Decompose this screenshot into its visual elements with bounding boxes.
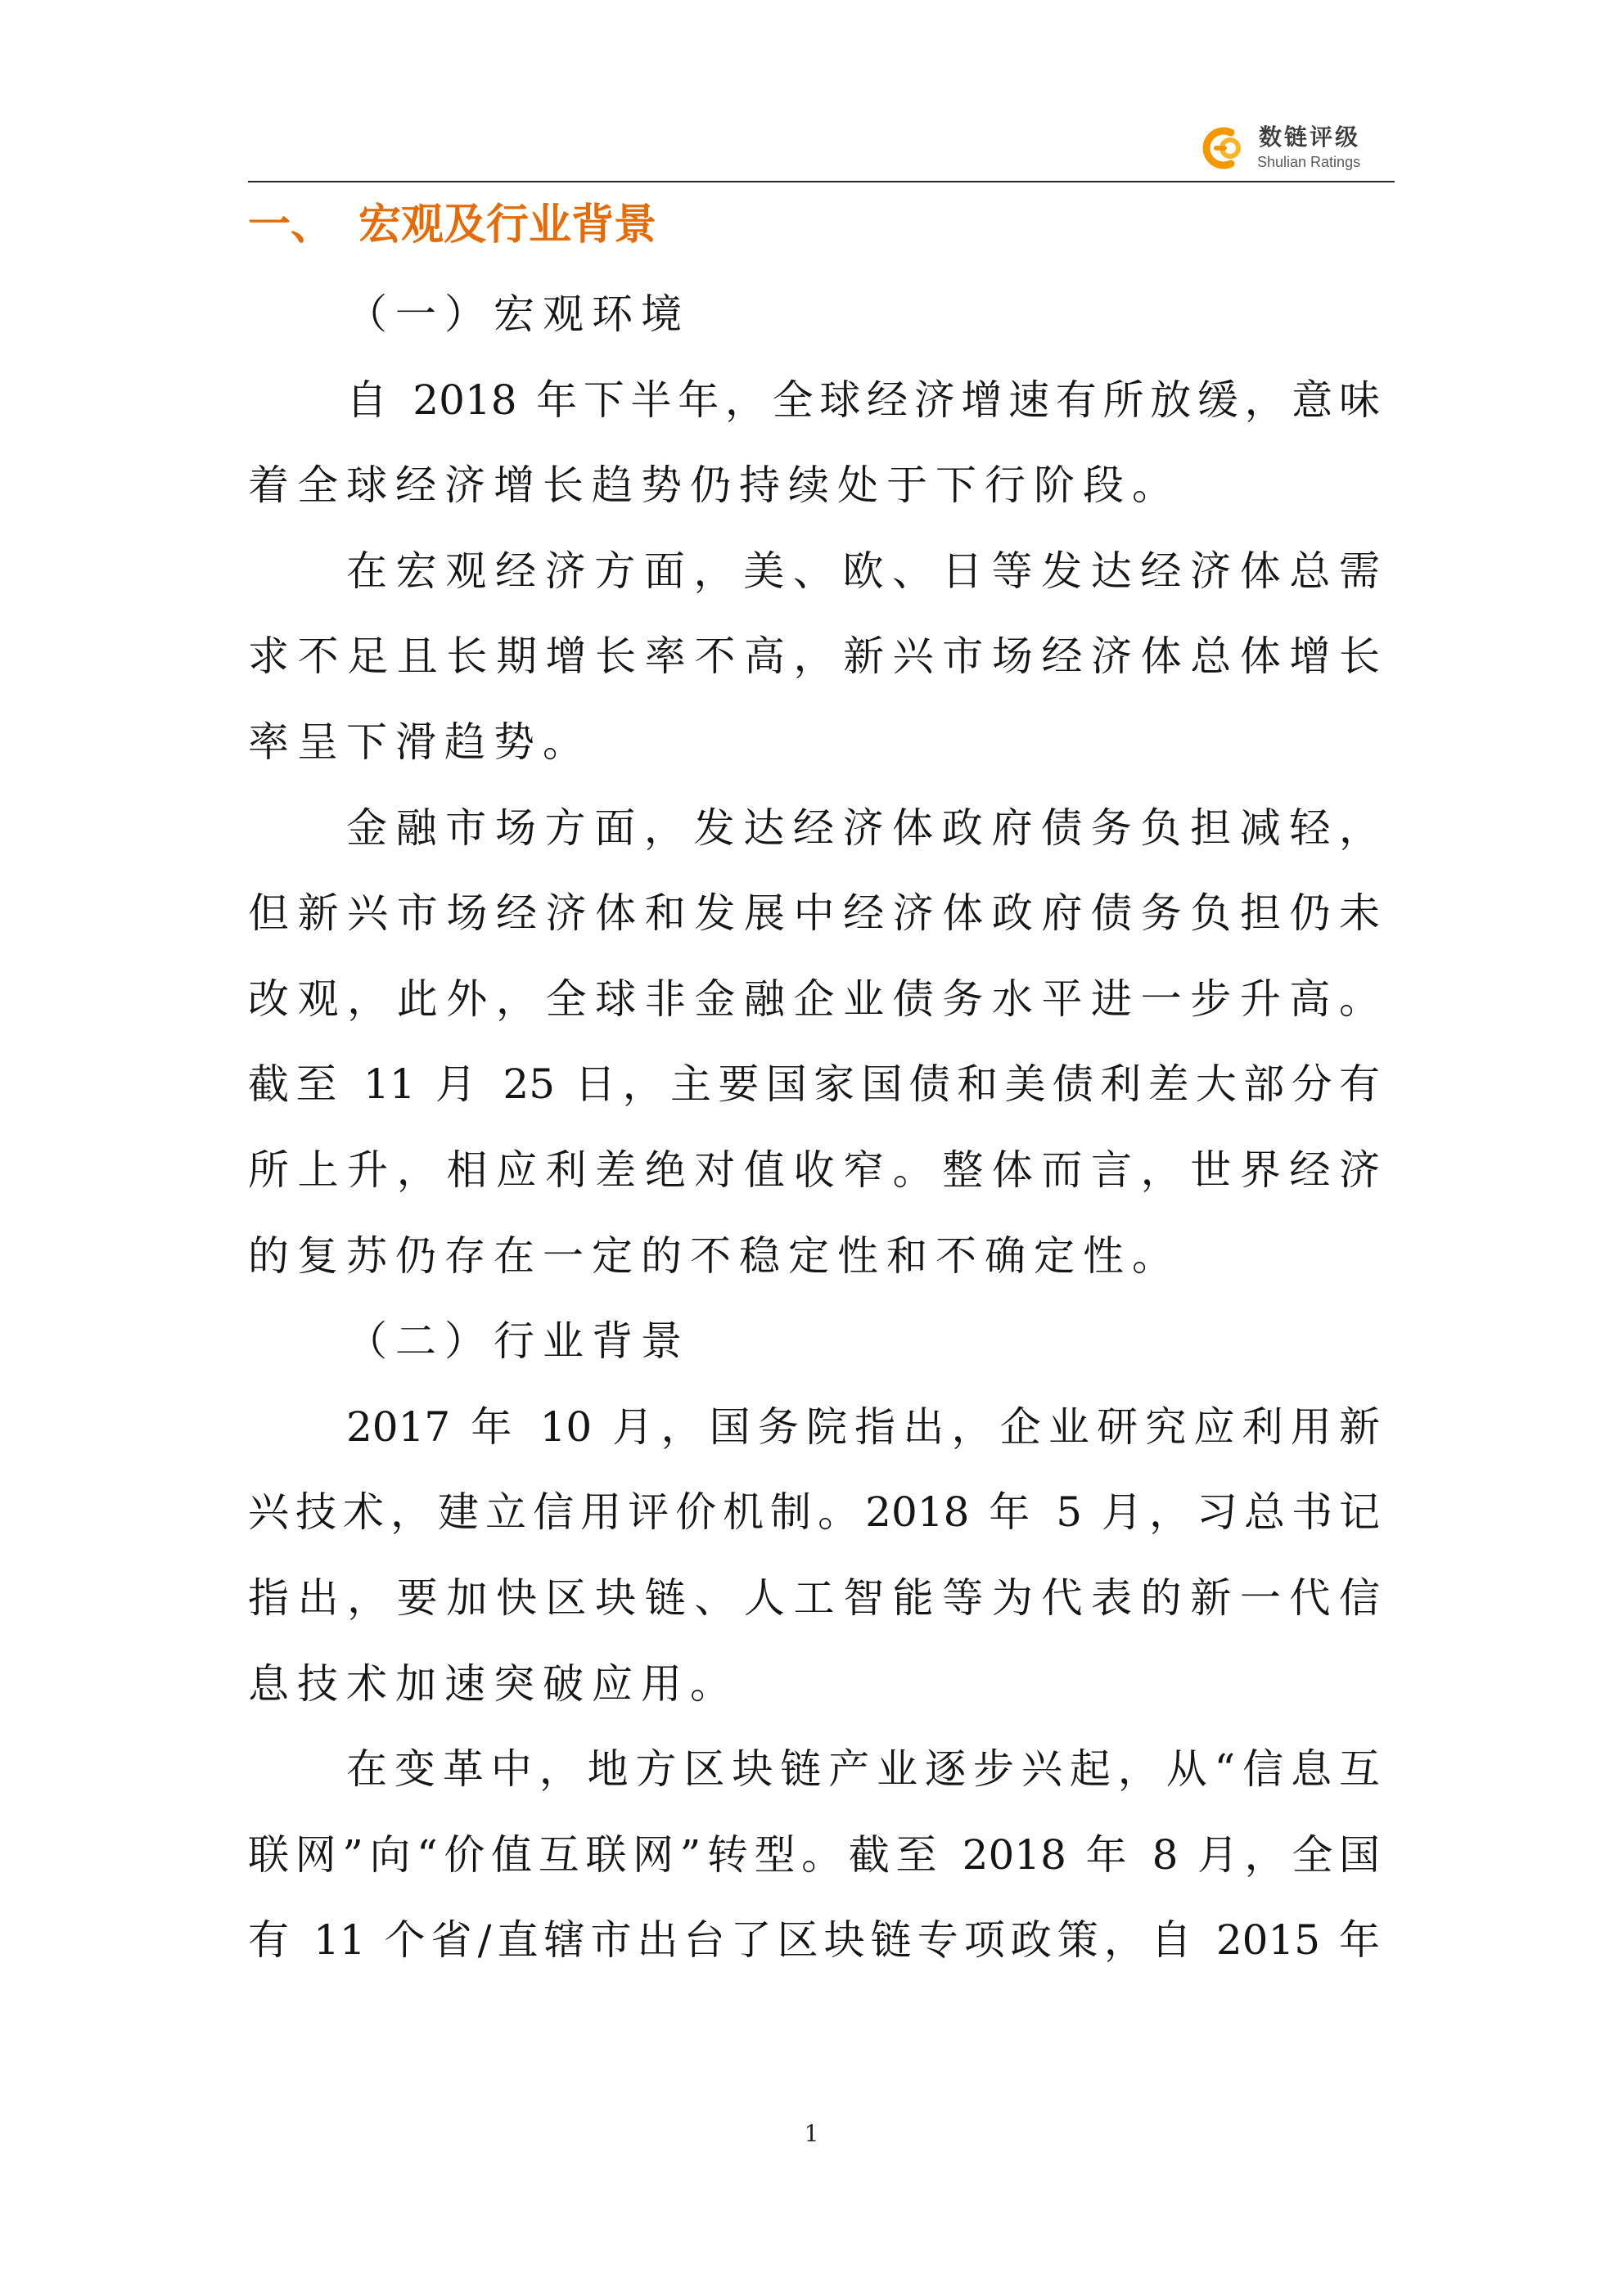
subsection-heading: （一）宏观环境 — [346, 290, 690, 338]
paragraph — [248, 529, 1380, 786]
body-line: 在变革中，地方区块链产业逐步兴起，从“信息互 — [346, 1745, 1380, 1794]
header-divider — [248, 181, 1395, 182]
body-line: 联网”向“价值互联网”转型。截至 2018 年 8 月，全国 — [248, 1830, 1380, 1879]
body-line: 的复苏仍存在一定的不稳定性和不确定性。 — [248, 1231, 1181, 1280]
paragraph — [248, 1384, 1380, 1727]
body-line: 息技术加速突破应用。 — [248, 1659, 739, 1708]
body-line: 2017 年 10 月，国务院指出，企业研究应利用新 — [346, 1402, 1380, 1451]
body-line: 金融市场方面，发达经济体政府债务负担减轻， — [346, 804, 1380, 852]
body-line: 自 2018 年下半年，全球经济增速有所放缓，意味 — [346, 376, 1380, 424]
body-line: 但新兴市场经济体和发展中经济体政府债务负担仍未 — [248, 889, 1380, 938]
paragraph — [248, 786, 1380, 1299]
body-line: 求不足且长期增长率不高，新兴市场经济体总体增长 — [248, 633, 1380, 681]
paragraph — [248, 358, 1380, 529]
body-line: 指出，要加快区块链、人工智能等为代表的新一代信 — [248, 1573, 1380, 1622]
section-title: 宏观及行业背景 — [358, 200, 657, 250]
brand-subtitle: Shulian Ratings — [1257, 154, 1361, 170]
section-heading — [248, 200, 1380, 250]
body-line: 截至 11 月 25 日，主要国家国债和美债利差大部分有 — [248, 1060, 1380, 1109]
body-line: 有 11 个省/直辖市出台了区块链专项政策，自 2015 年 — [248, 1916, 1380, 1965]
subsection-heading: （二）行业背景 — [346, 1317, 690, 1366]
brand-name: 数链评级 — [1259, 124, 1361, 151]
body-content — [248, 272, 1380, 1983]
section-number: 一、 — [248, 200, 334, 250]
body-line: 改观，此外，全球非金融企业债务水平进一步升高。 — [248, 975, 1380, 1023]
body-line: 着全球经济增长趋势仍持续处于下行阶段。 — [248, 461, 1181, 510]
brand-logo — [1197, 123, 1390, 175]
chain-logo-icon — [1197, 125, 1251, 171]
body-line: 兴技术，建立信用评价机制。2018 年 5 月，习总书记 — [248, 1488, 1380, 1537]
body-line: 所上升，相应利差绝对值收窄。整体而言，世界经济 — [248, 1146, 1380, 1194]
body-line: 率呈下滑趋势。 — [248, 718, 592, 766]
body-line: 在宏观经济方面，美、欧、日等发达经济体总需 — [346, 547, 1380, 595]
paragraph — [248, 1727, 1380, 1983]
page-number: 1 — [804, 2120, 819, 2147]
